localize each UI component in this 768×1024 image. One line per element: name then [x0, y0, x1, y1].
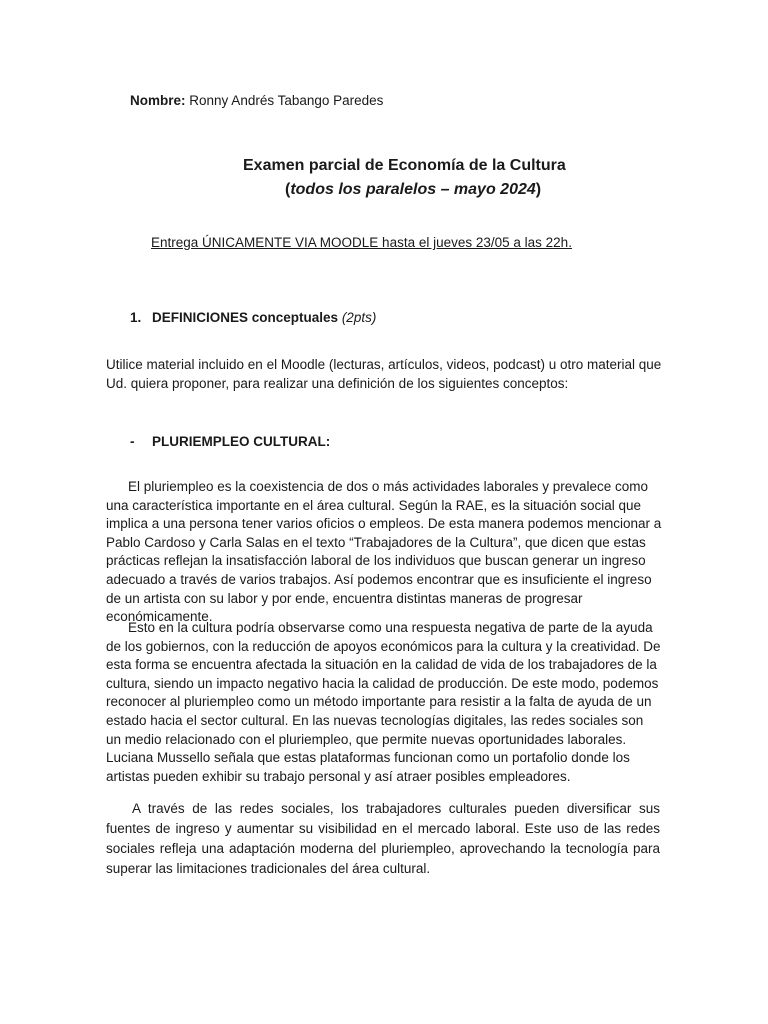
- subtitle-close-paren: ): [535, 181, 542, 198]
- student-name: Ronny Andrés Tabango Paredes: [189, 93, 384, 108]
- name-label: Nombre:: [130, 93, 186, 108]
- exam-title: Examen parcial de Economía de la Cultura: [243, 157, 566, 174]
- concept-heading: [130, 432, 330, 451]
- instructions-paragraph: Utilice material incluido en el Moodle (lecturas, artículos, videos, podcast) u otro material que Ud. quiera proponer, para realizar una definición de los siguientes conceptos:: [106, 357, 662, 391]
- concept-bullet: -: [130, 434, 135, 449]
- section-number: 1.: [130, 310, 142, 325]
- body-paragraph-1: El pluriempleo es la coexistencia de dos o más actividades laborales y prevalece como una característica importante en el área cultural. Según la RAE, es la situación social que implica a una persona tener varios oficios o empleos. De esta manera podemos mencionar a Pablo Cardoso y Carla Salas en el texto “Trabajadores de la Cultura”, que dicen que estas prácticas reflejan la insatisfacción laboral de los individuos que buscan generar un ingreso adecuado a través de varios trabajos. Así podemos encontrar que es insuficiente el ingreso de un artista con su labor y por ende, encuentra distintas maneras de progresar económicamente.: [106, 479, 662, 625]
- section-heading: [130, 308, 376, 327]
- subtitle-italic-text: todos los paralelos – mayo 2024: [290, 181, 536, 198]
- delivery-instructions: Entrega ÚNICAMENTE VIA MOODLE hasta el jueves 23/05 a las 22h.: [151, 235, 572, 250]
- student-name-line: [130, 91, 383, 110]
- concept-title: PLURIEMPLEO CULTURAL:: [152, 434, 331, 449]
- section-title: DEFINICIONES conceptuales: [152, 310, 339, 325]
- body-paragraph-2: Esto en la cultura podría observarse como una respuesta negativa de parte de la ayuda de los gobiernos, con la reducción de apoyos económicos para la cultura y la creatividad. De esta forma se encuentra afectada la situación en la calidad de vida de los trabajadores de la cultura, siendo un impacto negativo hacia la calidad de producción. De este modo, podemos reconocer al pluriempleo como un método importante para resistir a la falta de ayuda de un estado hacia el sector cultural. En las nuevas tecnologías digitales, las redes sociales son un medio relacionado con el pluriempleo, que permite nuevas oportunidades laborales. Luciana Mussello señala que estas plataformas funcionan como un portafolio donde los artistas pueden exhibir su trabajo personal y así atraer posibles empleadores.: [106, 620, 661, 784]
- exam-subtitle: [0, 179, 768, 201]
- section-points: (2pts): [341, 310, 377, 325]
- body-paragraph-3: A través de las redes sociales, los trabajadores culturales pueden diversificar sus fuentes de ingreso y aumentar su visibilidad en el mercado laboral. Este uso de las redes sociales refleja una adaptación moderna del pluriempleo, aprovechando la tecnología para superar las limitaciones tradicionales del área cultural.: [106, 801, 660, 876]
- subtitle-open-paren: (: [285, 181, 291, 198]
